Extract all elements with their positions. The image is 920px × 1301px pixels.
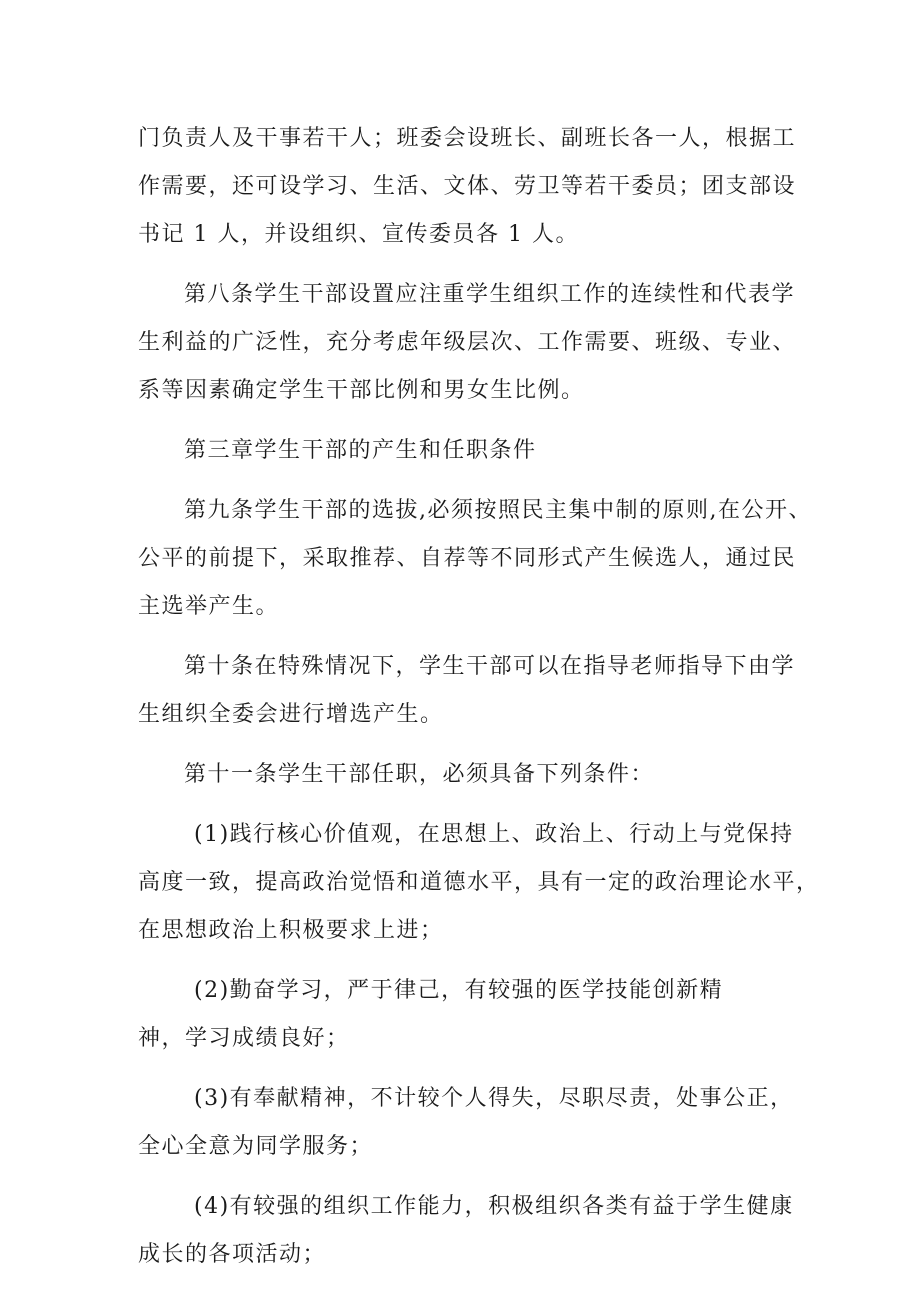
list-item-1	[138, 811, 820, 955]
text-line: 神，学习成绩良好；	[138, 1026, 350, 1051]
text-line: 门负责人及干事若干人；班委会设班长、副班长各一人，根据工	[138, 126, 797, 151]
paragraph-continuation	[138, 115, 798, 259]
paragraph-article-9	[138, 487, 812, 631]
text-line: 全心全意为同学服务；	[138, 1134, 374, 1159]
text-line: 生组织全委会进行增选产生。	[138, 702, 444, 727]
paragraph-article-10	[138, 643, 798, 739]
list-item-4	[138, 1183, 798, 1279]
text-line: 系等因素确定学生干部比例和男女生比例。	[138, 378, 585, 403]
text-line: 第三章学生干部的产生和任职条件	[184, 438, 537, 463]
text-line: 主选举产生。	[138, 594, 280, 619]
paragraph-article-8	[138, 271, 798, 415]
document-page	[138, 115, 820, 1279]
text-line: (1)践行核心价值观，在思想上、政治上、行动上与党保持	[194, 822, 794, 847]
text-line: 作需要，还可设学习、生活、文体、劳卫等若干委员；团支部设	[138, 174, 797, 199]
text-line: 第八条学生干部设置应注重学生组织工作的连续性和代表学	[184, 282, 796, 307]
text-line: (4)有较强的组织工作能力，积极组织各类有益于学生健康	[194, 1194, 794, 1219]
text-line: 在思想政治上积极要求上进；	[138, 918, 444, 943]
text-line: 成长的各项活动；	[138, 1242, 327, 1267]
text-line: (3)有奉献精神，不计较个人得失，尽职尽责，处事公正，	[194, 1086, 794, 1111]
text-line: 生利益的广泛性，充分考虑年级层次、工作需要、班级、专业、	[138, 330, 797, 355]
chapter-heading	[138, 427, 798, 475]
list-item-3	[138, 1075, 798, 1171]
text-line: 第九条学生干部的选拔,必须按照民主集中制的原则,在公开、	[184, 498, 812, 523]
text-line: 公平的前提下，采取推荐、自荐等不同形式产生候选人，通过民	[138, 546, 797, 571]
list-item-2	[138, 967, 798, 1063]
text-line: 第十一条学生干部任职，必须具备下列条件：	[184, 762, 655, 787]
paragraph-article-11	[138, 751, 798, 799]
text-line: 书记 1 人，并设组织、宣传委员各 1 人。	[138, 222, 579, 247]
text-line: (2)勤奋学习，严于律己，有较强的医学技能创新精	[194, 978, 724, 1003]
text-line: 第十条在特殊情况下，学生干部可以在指导老师指导下由学	[184, 654, 796, 679]
text-line: 高度一致，提高政治觉悟和道德水平，具有一定的政治理论水平，	[138, 870, 820, 895]
